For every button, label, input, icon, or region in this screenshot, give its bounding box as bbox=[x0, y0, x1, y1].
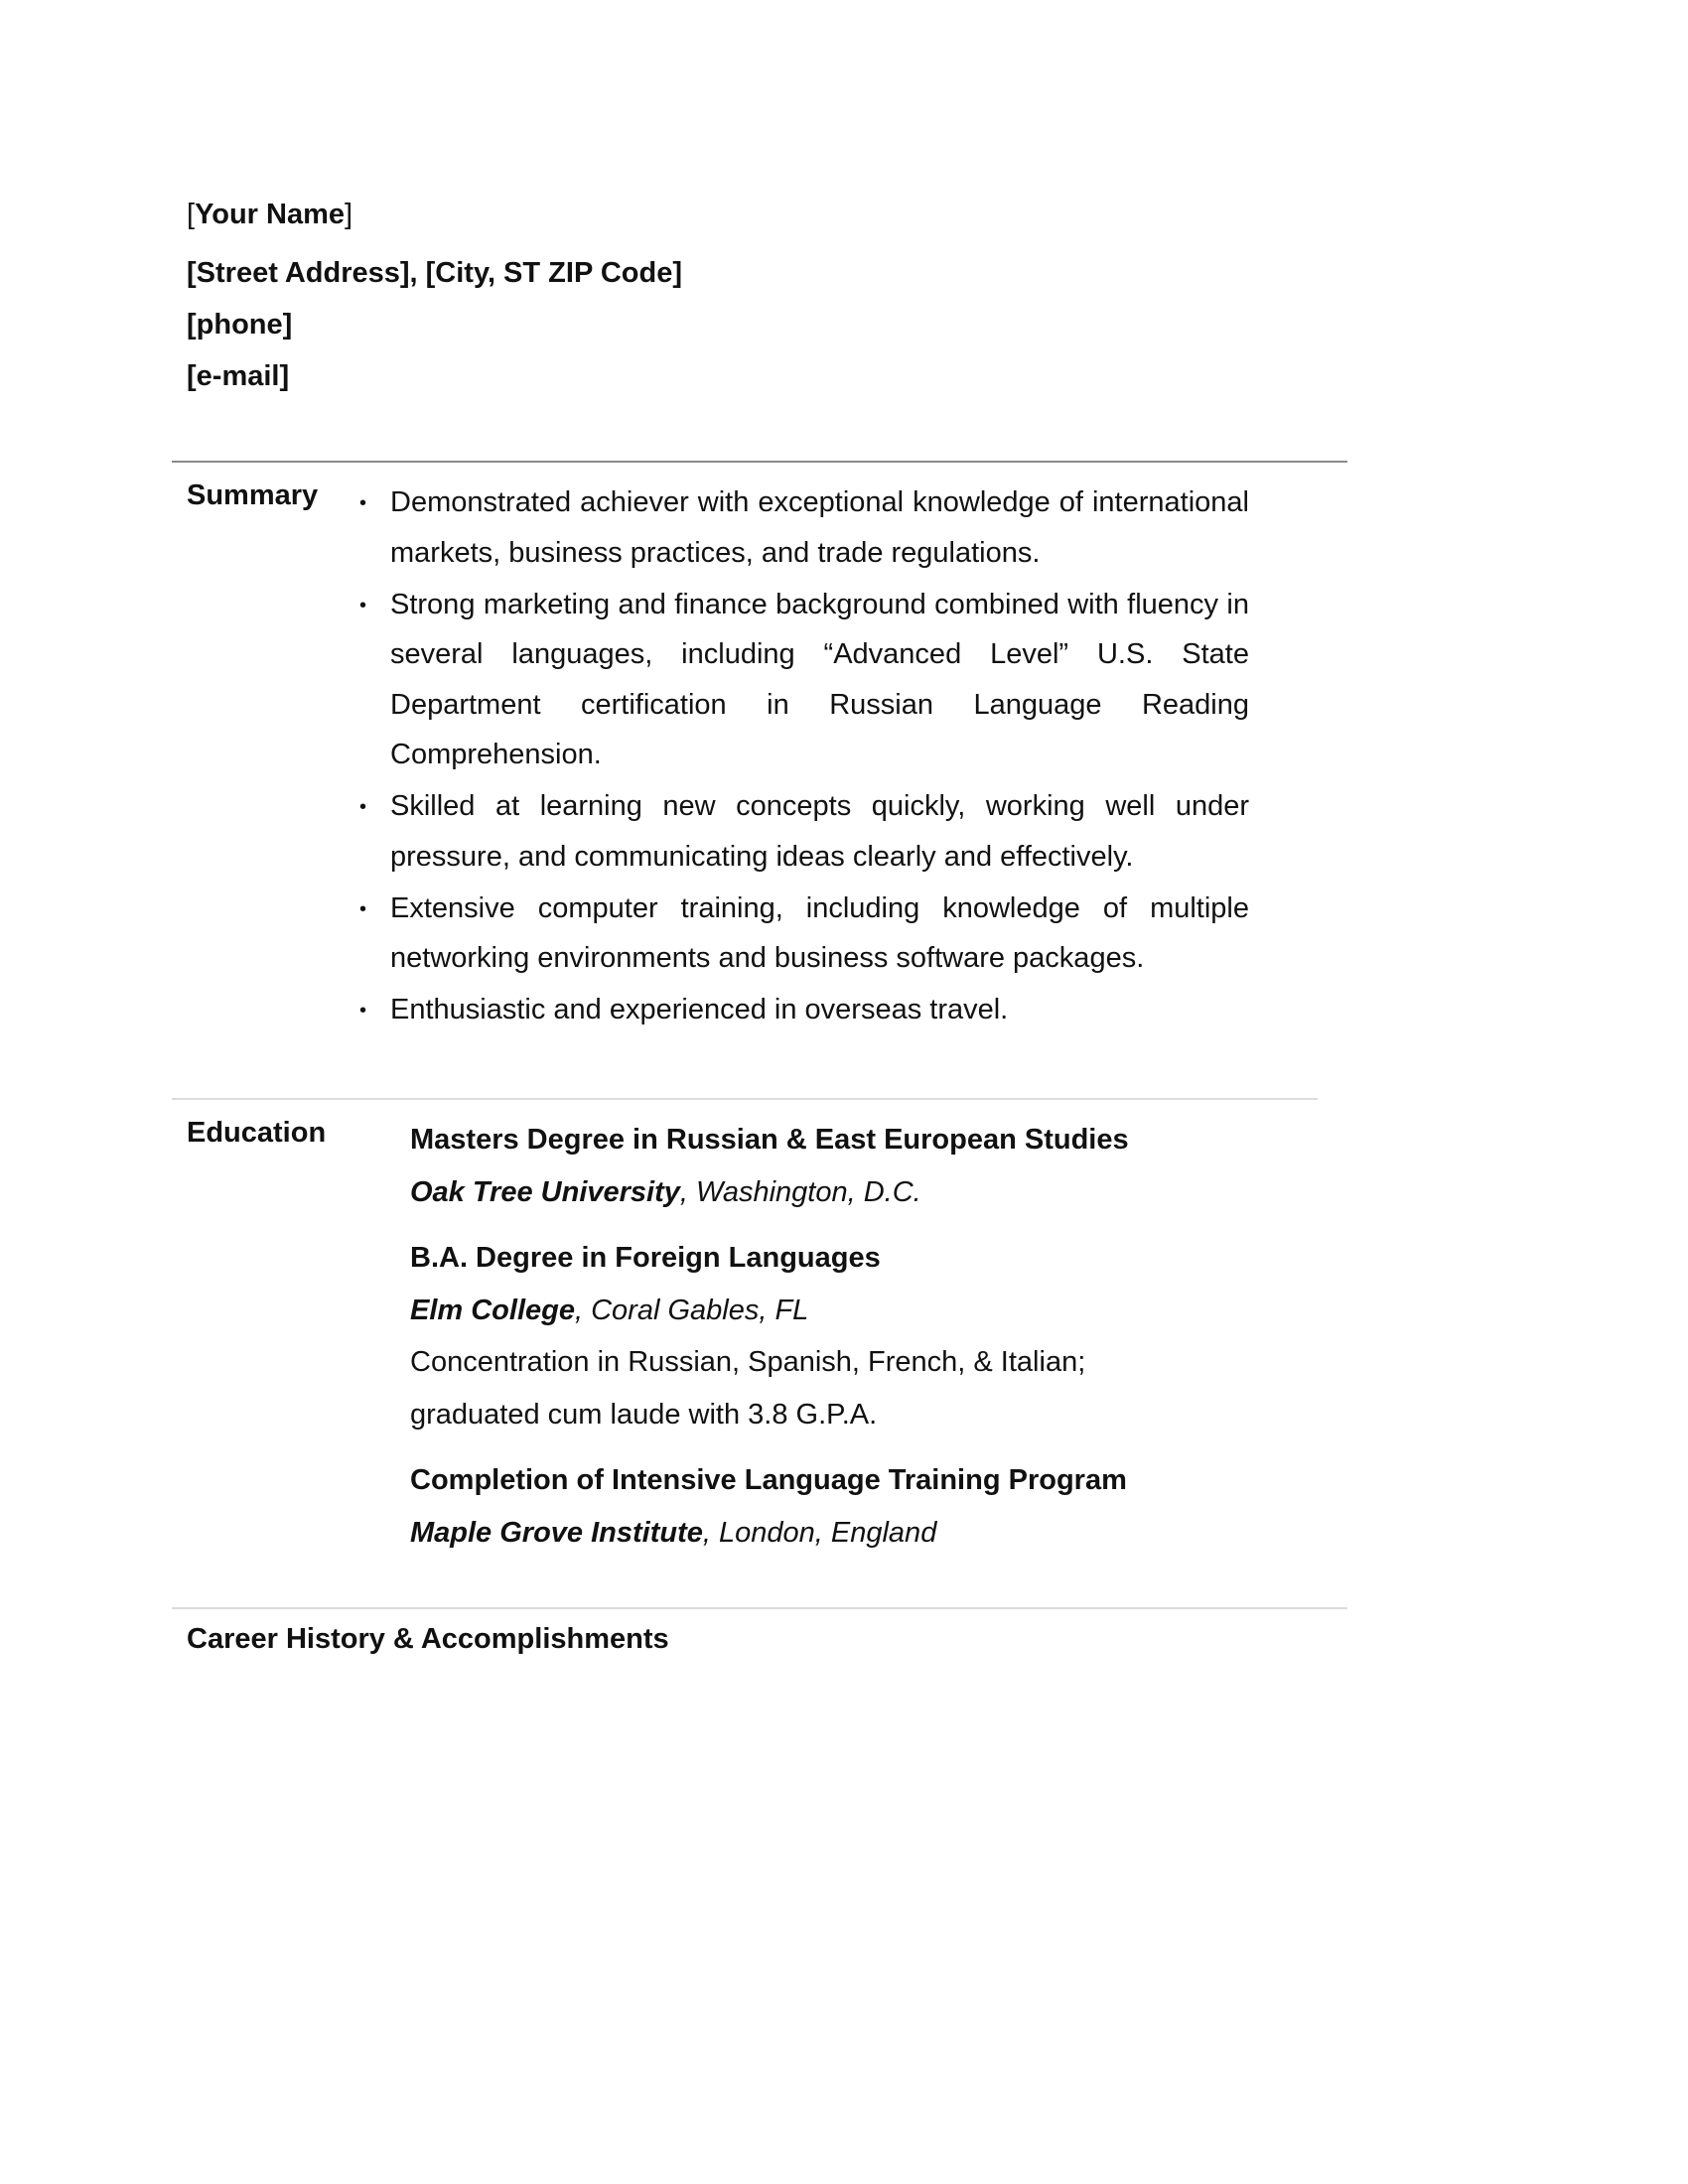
summary-item-text: Strong marketing and finance background combined with fluency in several languages, including “Advanced Level” U.S. State Department certification in Russian Language Reading Comprehension. bbox=[390, 588, 1249, 770]
degree-title: Completion of Intensive Language Training Program bbox=[410, 1464, 1127, 1496]
education-entry bbox=[410, 1454, 1304, 1559]
school-name: Oak Tree University bbox=[410, 1175, 680, 1208]
bullet-icon: • bbox=[359, 594, 367, 616]
education-entry bbox=[410, 1114, 1304, 1218]
school-line bbox=[410, 1507, 1304, 1560]
education-detail: Concentration in Russian, Spanish, French, & Italian; bbox=[410, 1346, 1086, 1378]
school-name: Elm College bbox=[410, 1294, 575, 1326]
school-name: Maple Grove Institute bbox=[410, 1516, 703, 1549]
summary-list bbox=[355, 478, 1249, 1036]
education-detail: graduated cum laude with 3.8 G.P.A. bbox=[410, 1398, 878, 1431]
degree-title: B.A. Degree in Foreign Languages bbox=[410, 1242, 881, 1274]
bullet-icon: • bbox=[359, 796, 367, 818]
summary-item bbox=[355, 985, 1249, 1035]
summary-divider bbox=[172, 1098, 1318, 1100]
education-divider bbox=[172, 1607, 1347, 1609]
header-divider bbox=[172, 461, 1347, 463]
school-location: , Washington, D.C. bbox=[679, 1175, 921, 1208]
career-heading: Career History & Accomplishments bbox=[187, 1623, 669, 1655]
bullet-icon: • bbox=[359, 1000, 367, 1022]
name-close-bracket: ] bbox=[345, 199, 353, 230]
summary-item bbox=[355, 580, 1249, 780]
school-location: , Coral Gables, FL bbox=[575, 1294, 809, 1326]
name-text: Your Name bbox=[195, 199, 346, 230]
school-line bbox=[410, 1285, 1304, 1337]
resume-name bbox=[187, 198, 352, 231]
summary-item-text: Enthusiastic and experienced in overseas travel. bbox=[390, 994, 1009, 1025]
degree-title: Masters Degree in Russian & East European Studies bbox=[410, 1124, 1129, 1156]
bullet-icon: • bbox=[359, 897, 367, 920]
school-location: , London, England bbox=[702, 1516, 937, 1549]
education-heading: Education bbox=[187, 1117, 327, 1149]
summary-item bbox=[355, 478, 1249, 578]
summary-item bbox=[355, 884, 1249, 984]
name-open-bracket: [ bbox=[187, 199, 196, 230]
summary-item bbox=[355, 781, 1249, 882]
bullet-icon: • bbox=[359, 492, 367, 514]
summary-item-text: Skilled at learning new concepts quickly, working well under pressure, and communicating ideas clearly and effectively. bbox=[390, 790, 1249, 873]
email-line: [e-mail] bbox=[187, 360, 290, 392]
school-line bbox=[410, 1166, 1304, 1219]
phone-line: [phone] bbox=[187, 309, 293, 341]
address-line: [Street Address], [City, ST ZIP Code] bbox=[187, 257, 682, 289]
summary-heading: Summary bbox=[187, 479, 319, 511]
summary-item-text: Extensive computer training, including knowledge of multiple networking environments and business software packages. bbox=[390, 891, 1249, 974]
education-list bbox=[410, 1114, 1304, 1572]
education-entry bbox=[410, 1232, 1304, 1440]
summary-item-text: Demonstrated achiever with exceptional knowledge of international markets, business practices, and trade regulations. bbox=[390, 486, 1249, 569]
